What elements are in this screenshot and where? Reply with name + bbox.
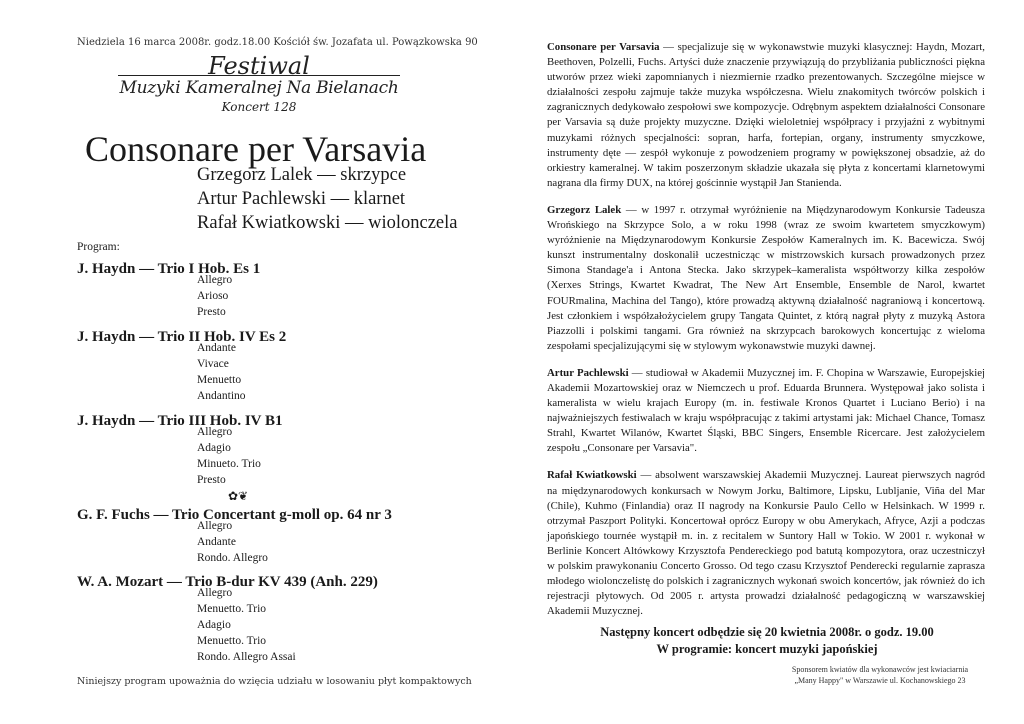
performer: Artur Pachlewski — klarnet bbox=[197, 189, 406, 209]
next-concert-notice bbox=[547, 624, 987, 658]
movement: Andante bbox=[197, 536, 236, 548]
festival-rule bbox=[118, 75, 400, 76]
performer: Grzegorz Lalek — skrzypce bbox=[197, 165, 407, 185]
movement: Allegro bbox=[197, 426, 233, 438]
movement: Rondo. Allegro Assai bbox=[197, 651, 296, 663]
movement: Rondo. Allegro bbox=[197, 552, 268, 564]
movement-list bbox=[197, 518, 268, 566]
piece-title: J. Haydn — Trio II Hob. IV Es 2 bbox=[77, 329, 287, 345]
bio-name: Grzegorz Lalek bbox=[547, 203, 622, 216]
bio-ensemble bbox=[547, 40, 985, 191]
performer: Rafał Kwiatkowski — wiolonczela bbox=[197, 213, 458, 233]
program-footer-note: Niniejszy program upoważnia do wzięcia udziału w losowaniu płyt kompaktowych bbox=[77, 676, 472, 687]
movement: Arioso bbox=[197, 290, 229, 302]
ensemble-title: Consonare per Varsavia bbox=[85, 129, 427, 169]
movement: Allegro bbox=[197, 274, 233, 286]
next-concert-date: Następny koncert odbędzie się 20 kwietnia 2008r. o godz. 19.00 bbox=[600, 625, 934, 639]
movement-list bbox=[197, 424, 261, 488]
bio-rafal-kwiatkowski bbox=[547, 468, 985, 619]
movement: Allegro bbox=[197, 520, 233, 532]
sponsor-line: „Many Happy" w Warszawie ul. Kochanowskiego 23 bbox=[794, 675, 966, 685]
movement: Menuetto. Trio bbox=[197, 603, 267, 615]
bio-text: — specjalizuje się w wykonawstwie muzyki klasycznej: Haydn, Mozart, Beethoven, Polzelli, Fuchs. Artyści duże znaczenie przywiązują do przybliżania publiczności piękna utworów przez wieki zapomnianych i niezmiernie rzadko prezentowanych. Szczególne miejsce w działalności zespołu zajmuje także muzyka współczesna. Wielu znakomitych twórców polskich i zagranicznych dedykowało zespołowi swe kompozycje. Odrębnym aspektem działalności Consonare per Varsavia są duże projekty muzyczne. Dzięki wieloletniej współpracy i przyjaźni z wybitnymi muzykami różnych specjalności: sopran, harfa, fortepian, organy, instrumenty smyczkowe, instrumenty dęte — zespół wykonuje z powodzeniem programy w powiększonej obsadzie, aż do orkiestry kameralnej. W takim poszerzonym składzie ukazała się płyta z koncertami klarnetowymi nagrana dla firmy DUX, na której gościnnie wystąpił Jan Stanienda. bbox=[547, 41, 985, 189]
movement: Menuetto bbox=[197, 374, 242, 386]
bio-name: Artur Pachlewski bbox=[547, 366, 629, 379]
movement-list bbox=[197, 340, 246, 404]
piece-title: J. Haydn — Trio I Hob. Es 1 bbox=[77, 261, 261, 277]
bio-text: — studiował w Akademii Muzycznej im. F. Chopina w Warszawie, Europejskiej Akademii Mozartowskiej oraz w Niemczech u prof. Eduarda Brunnera. Występował jako solista i kameralista w wielu krajach Europy (m. in. festiwale Kronos Quartet i Luciano Berio) i na najważniejszych festiwalach w kraju współpracując z takimi artystami jak: Michael Chance, Tomasz Strahl, Kwartet Wilanów, Kwartet Śląski, BBC Singers, Ensemble Ricercare. Jest założycielem zespołu „Consonare per Varsavia". bbox=[547, 366, 985, 455]
piece-title: W. A. Mozart — Trio B-dur KV 439 (Anh. 229) bbox=[77, 574, 378, 590]
bio-text: — w 1997 r. otrzymał wyróżnienie na Międzynarodowym Konkursie Tadeusza Wrońskiego na Skrzypce Solo, a w roku 1998 (wraz ze swoim kwartetem smyczkowym) wyróżnienie na Międzynarodowym Konkursie Zespołów Kameralnych im. K. Bacewicza. Swój kunszt instrumentalny doskonalił uczestnicząc w mistrzowskich kursach prowadzonych przez Simona Standage'a i Antona Stecka. Jako skrzypek–kameralista współtworzy kilka zespołów (Xerxes Strings, Kwartet Kwadrat, The New Art Ensemble, Ensemble de Narol, kwartet FOURmalina, Machina del Tango), które prowadzą aktywną działalność nagraniową i koncertową. Jest członkiem i współzałożycielem grupy Tangata Quintet, z którą nagrał płyty z muzyką Astora Piazzolli i polskimi tangami. Gra również na skrzypcach barokowych koncertując z wieloma zespołami specjalizującymi się w stylowym wykonawstwie muzyki dawnej. bbox=[547, 203, 985, 352]
bios-column bbox=[547, 40, 985, 619]
movement: Adagio bbox=[197, 619, 231, 631]
movement: Presto bbox=[197, 474, 226, 486]
sponsor-note bbox=[760, 665, 1000, 686]
concert-number: Koncert 128 bbox=[221, 100, 297, 114]
movement-list bbox=[197, 585, 296, 665]
movement: Minueto. Trio bbox=[197, 458, 261, 470]
bio-artur-pachlewski bbox=[547, 366, 985, 457]
piece-title: J. Haydn — Trio III Hob. IV B1 bbox=[77, 413, 283, 429]
festival-word: Festiwal bbox=[208, 52, 310, 80]
movement: Vivace bbox=[197, 358, 229, 370]
bio-name: Rafał Kwiatkowski bbox=[547, 469, 637, 482]
performers-list bbox=[197, 163, 457, 235]
festival-logo bbox=[118, 52, 400, 118]
piece-title: G. F. Fuchs — Trio Concertant g-moll op. 64 nr 3 bbox=[77, 507, 392, 523]
bio-name: Consonare per Varsavia bbox=[547, 41, 660, 53]
movement: Andante bbox=[197, 342, 236, 354]
next-concert-program: W programie: koncert muzyki japońskiej bbox=[656, 642, 878, 656]
program-label: Program: bbox=[77, 241, 120, 253]
movement: Allegro bbox=[197, 587, 233, 599]
movement: Presto bbox=[197, 306, 226, 318]
movement: Andantino bbox=[197, 390, 246, 402]
sponsor-line: Sponsorem kwiatów dla wykonawców jest kwiaciarnia bbox=[791, 665, 969, 674]
festival-subtitle: Muzyki Kameralnej Na Bielanach bbox=[119, 78, 399, 98]
movement: Adagio bbox=[197, 442, 231, 454]
event-header-line: Niedziela 16 marca 2008r. godz.18.00 Kościół św. Jozafata ul. Powązkowska 90 bbox=[77, 37, 478, 48]
bio-text: — absolwent warszawskiej Akademii Muzycznej. Laureat pierwszych nagród na międzynarodowych konkursach w Nowym Jorku, Baltimore, Lipsku, Lubljanie, Viña del Mar (Chile), Kuhmo (Finlandia) oraz II nagrody na Konkursie Paulo Cello w Helsinkach. W 1999 r. otrzymał Paszport Polityki. Koncertował oprócz Europy w obu Amerykach, Afryce, Azji a podczas japońskiego tournée wystąpił m. in. z recitalem w Suntory Hall w Tokio. W 2001 r. wykonał w Berlinie Koncert Altówkowy Krzysztofa Pendereckiego pod batutą kompozytora, oraz uczestniczył w polskim prawykonaniu Concerto Grosso. Od tego czasu Krzysztof Penderecki regularnie zaprasza młodego wiolonczelistę do polskich i zagranicznych wykonań swoich koncertów, jak również do ich rejestracji płytowych. Od 2005 r. artysta prowadzi działalność pedagogiczną w warszawskiej Akademii Muzycznej. bbox=[547, 469, 986, 618]
movement: Menuetto. Trio bbox=[197, 635, 267, 647]
bio-grzegorz-lalek bbox=[547, 203, 985, 354]
movement-list bbox=[197, 272, 232, 320]
ornament-divider: ✿❦ bbox=[228, 489, 249, 503]
